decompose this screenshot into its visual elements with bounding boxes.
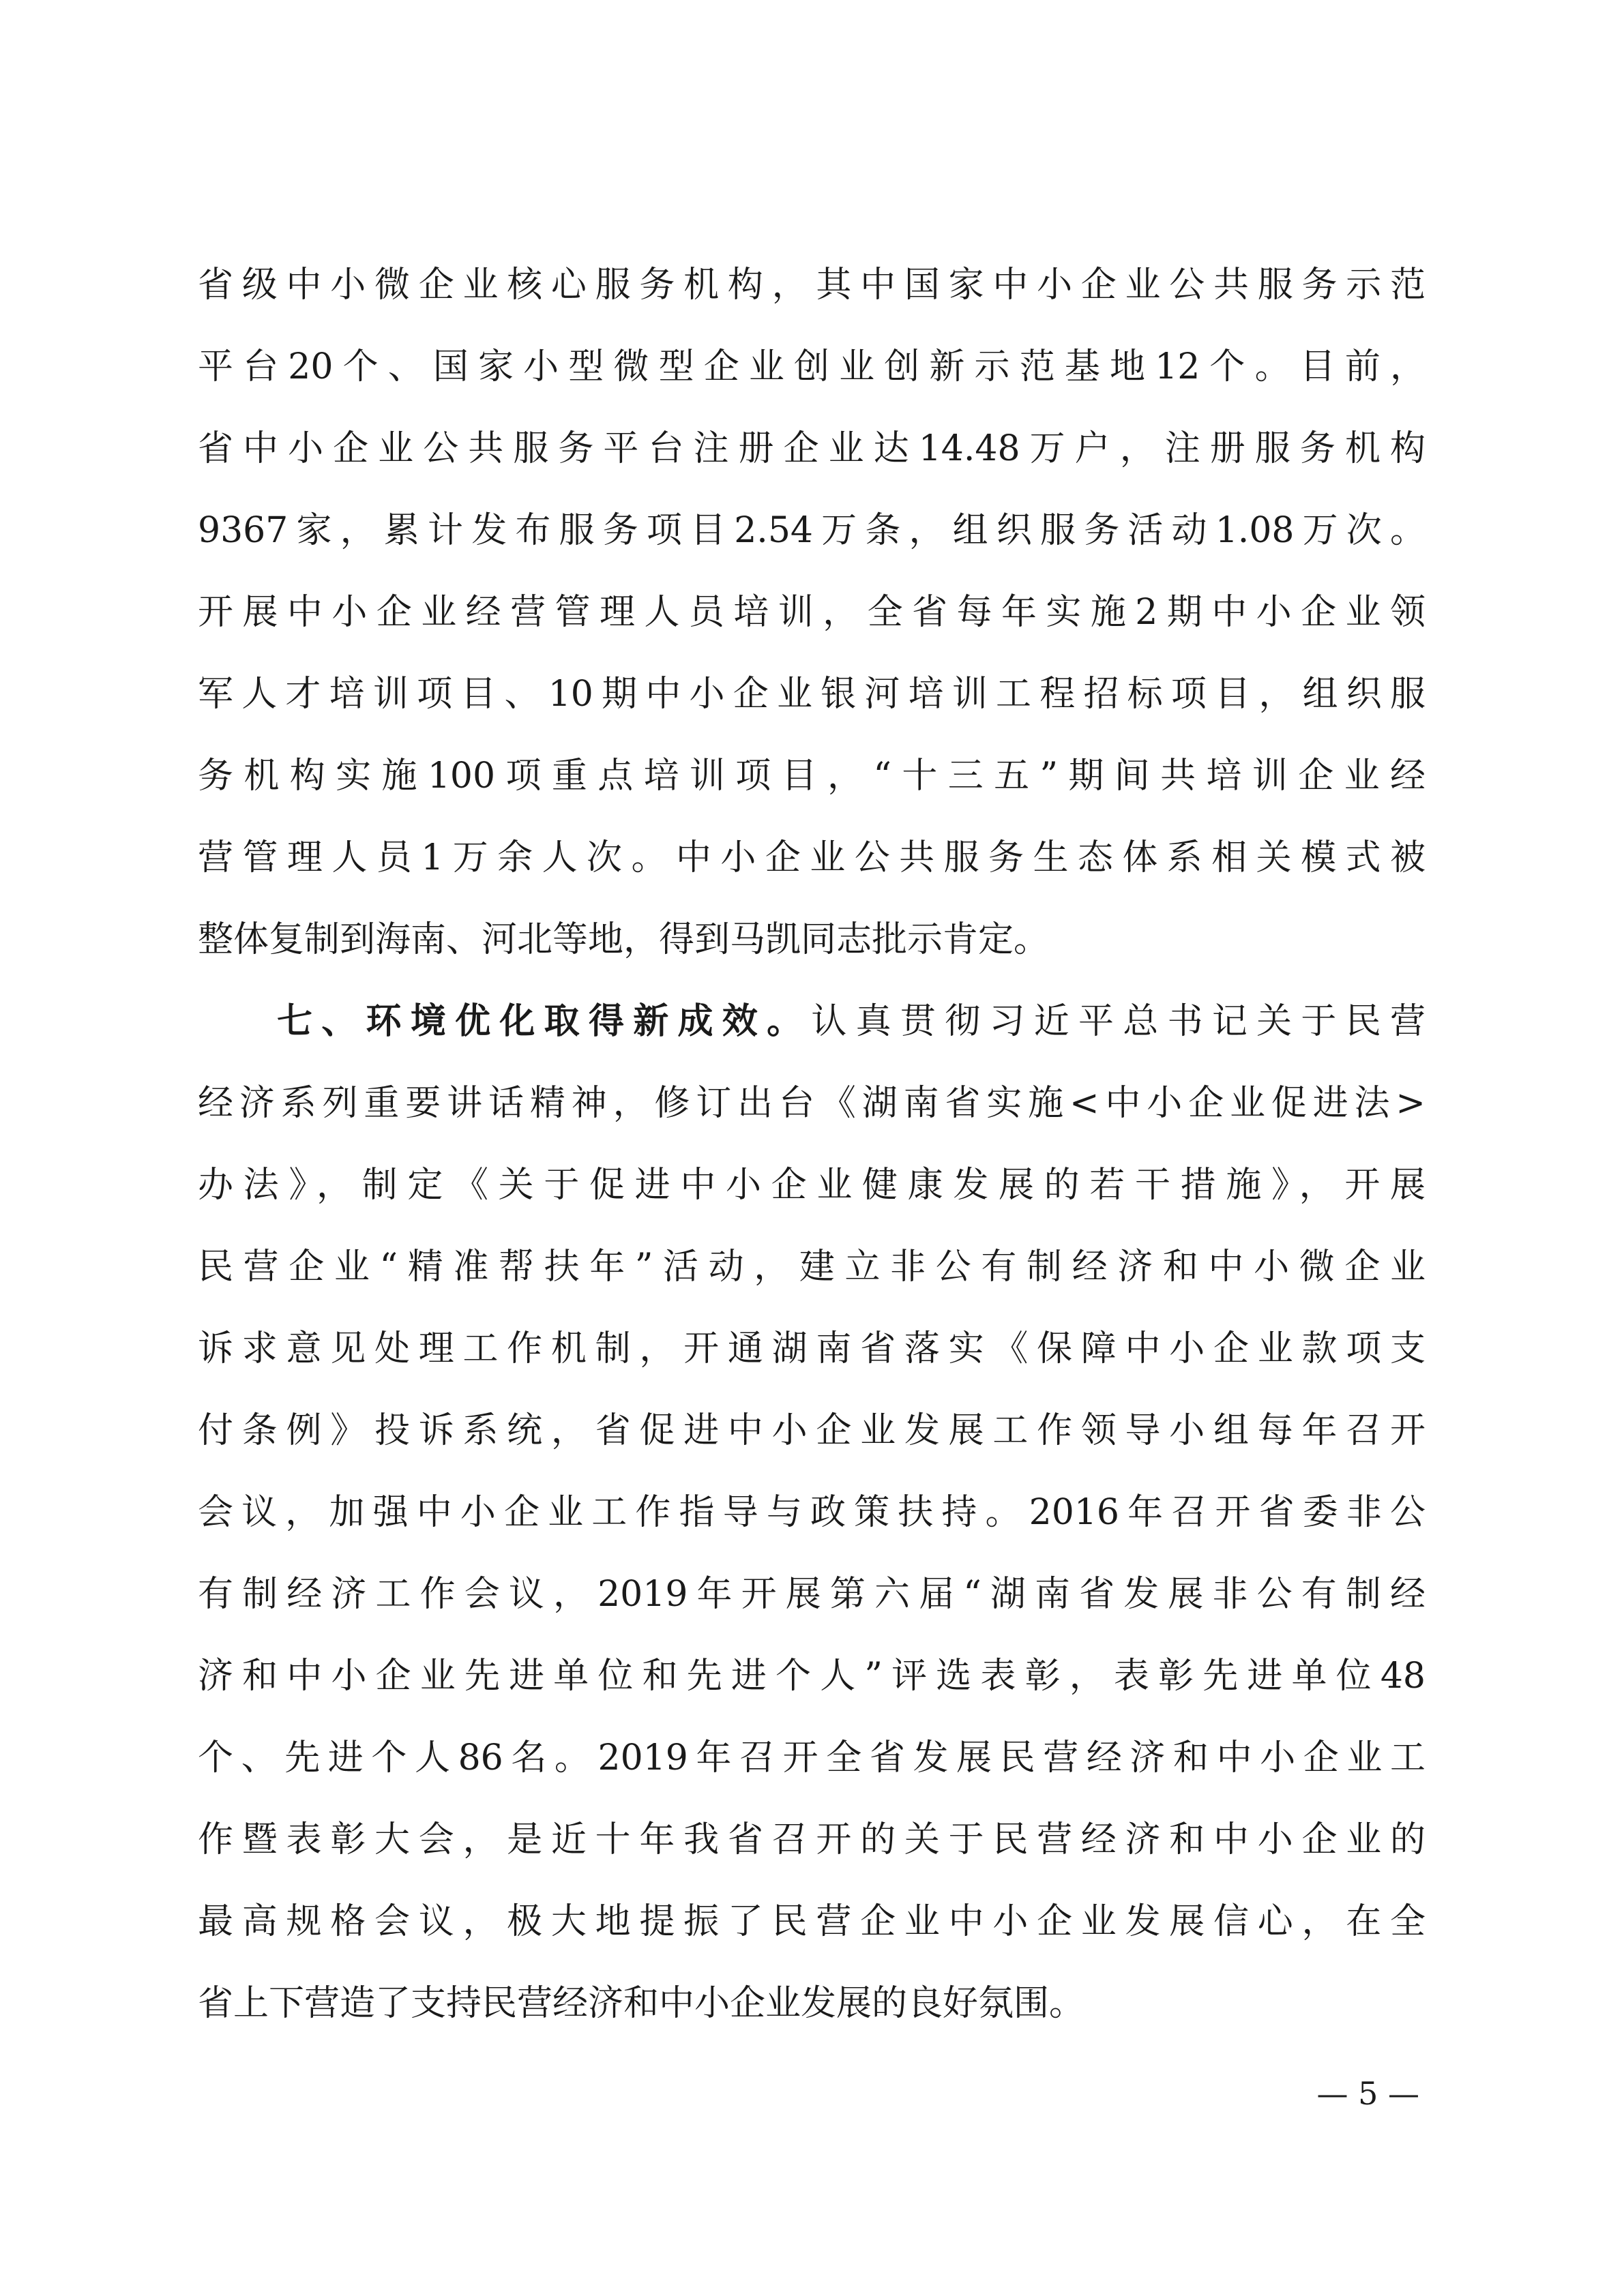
paragraph-7-line-1-text: 认真贯彻习近平总书记关于民营 xyxy=(811,1001,1426,1042)
paragraph-7-line-9: 济和中小企业先进单位和先进个人”评选表彰，表彰先进单位48 xyxy=(198,1656,1426,1697)
paragraph-6-line-4: 9367家，累计发布服务项目2.54万条，组织服务活动1.08万次。 xyxy=(198,510,1426,551)
paragraph-7-line-2: 经济系列重要讲话精神，修订出台《湖南省实施<中小企业促进法> xyxy=(198,1083,1426,1124)
paragraph-6-line-9: 整体复制到海南、河北等地，得到马凯同志批示肯定。 xyxy=(198,919,1050,960)
paragraph-7-line-7: 会议，加强中小企业工作指导与政策扶持。2016年召开省委非公 xyxy=(198,1492,1426,1533)
paragraph-7-line-4: 民营企业“精准帮扶年”活动，建立非公有制经济和中小微企业 xyxy=(198,1247,1426,1287)
paragraph-7-line-6: 付条例》投诉系统，省促进中小企业发展工作领导小组每年召开 xyxy=(198,1410,1426,1451)
paragraph-7-line-8: 有制经济工作会议，2019年开展第六届“湖南省发展非公有制经 xyxy=(198,1574,1426,1615)
paragraph-7-line-10: 个、先进个人86名。2019年召开全省发展民营经济和中小企业工 xyxy=(198,1738,1426,1778)
paragraph-7-line-1 xyxy=(198,981,1426,1062)
paragraph-6-line-1: 省级中小微企业核心服务机构，其中国家中小企业公共服务示范 xyxy=(198,265,1426,305)
paragraph-7-line-11: 作暨表彰大会，是近十年我省召开的关于民营经济和中小企业的 xyxy=(198,1819,1426,1860)
paragraph-6-line-7: 务机构实施100项重点培训项目，“十三五”期间共培训企业经 xyxy=(198,756,1426,796)
paragraph-7-line-13: 省上下营造了支持民营经济和中小企业发展的良好氛围。 xyxy=(198,1983,1085,2024)
page-number: — 5 — xyxy=(1316,2075,1419,2112)
paragraph-7-line-5: 诉求意见处理工作机制，开通湖南省落实《保障中小企业款项支 xyxy=(198,1328,1426,1369)
paragraph-6-line-5: 开展中小企业经营管理人员培训，全省每年实施2期中小企业领 xyxy=(198,592,1426,633)
paragraph-6-line-6: 军人才培训项目、10期中小企业银河培训工程招标项目，组织服 xyxy=(198,674,1426,715)
paragraph-6-line-8: 营管理人员1万余人次。中小企业公共服务生态体系相关模式被 xyxy=(198,837,1426,878)
paragraph-7-line-12: 最高规格会议，极大地提振了民营企业中小企业发展信心，在全 xyxy=(198,1901,1426,1942)
paragraph-7-line-3: 办法》，制定《关于促进中小企业健康发展的若干措施》，开展 xyxy=(198,1165,1426,1206)
paragraph-6-line-3: 省中小企业公共服务平台注册企业达14.48万户，注册服务机构 xyxy=(198,428,1426,469)
section-heading: 七、环境优化取得新成效。 xyxy=(277,1000,812,1042)
paragraph-6-line-2: 平台20个、国家小型微型企业创业创新示范基地12个。目前， xyxy=(198,346,1426,387)
